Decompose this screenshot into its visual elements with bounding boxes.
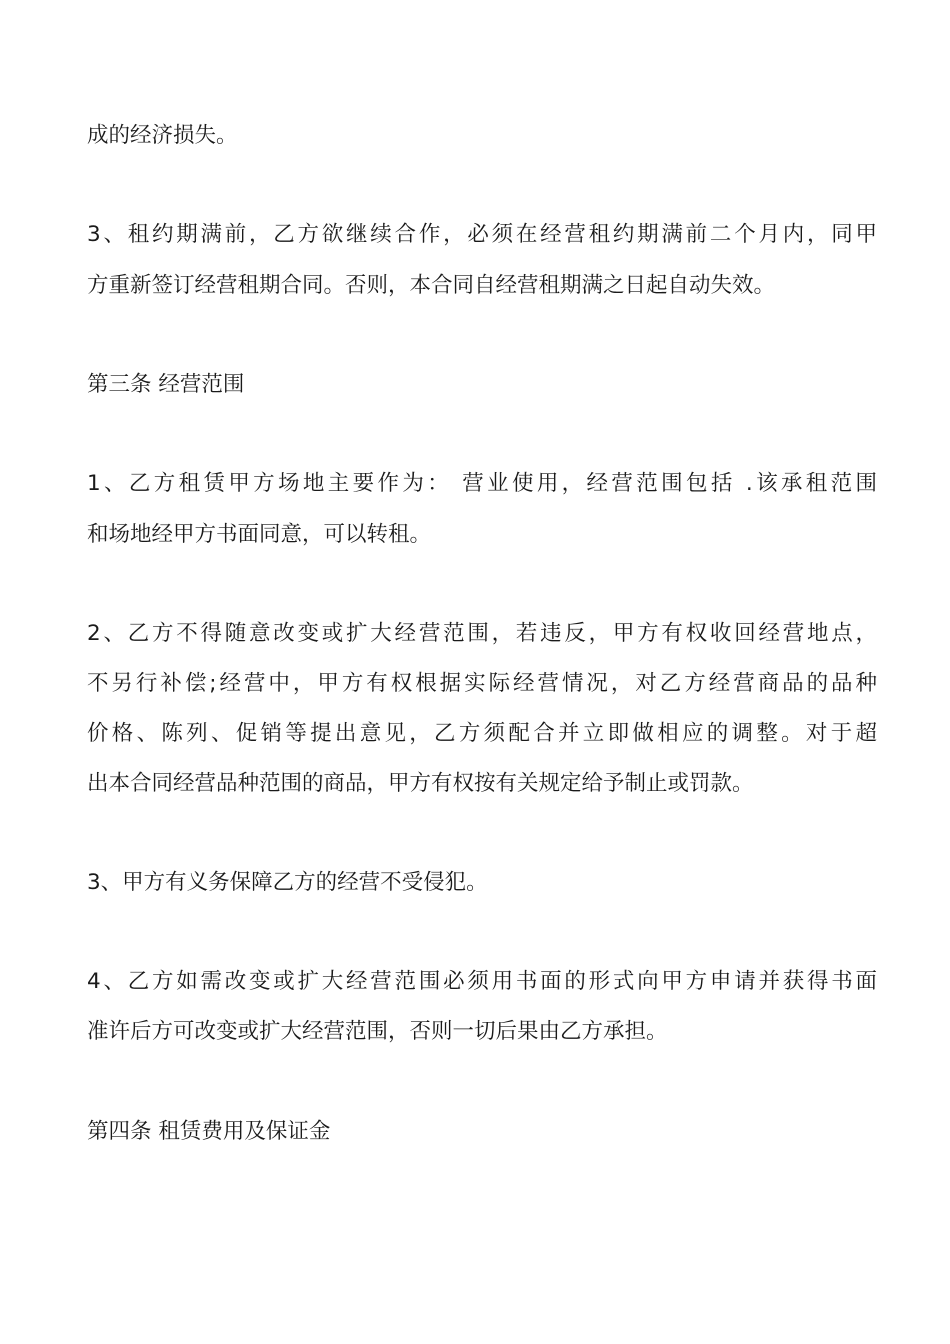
section-heading: 第四条 租赁费用及保证金 <box>87 1119 331 1144</box>
paragraph-line: 价格、陈列、促销等提出意见，乙方须配合并立即做相应的调整。对于超 <box>87 721 877 746</box>
paragraph-line: 方重新签订经营租期合同。否则，本合同自经营租期满之日起自动失效。 <box>87 273 776 298</box>
paragraph-line: 准许后方可改变或扩大经营范围，否则一切后果由乙方承担。 <box>87 1019 668 1044</box>
paragraph-line: 4、乙方如需改变或扩大经营范围必须用书面的形式向甲方申请并获得书面 <box>87 969 877 994</box>
paragraph-line: 3、甲方有义务保障乙方的经营不受侵犯。 <box>87 870 488 895</box>
paragraph-line: 1、乙方租赁甲方场地主要作为： 营业使用，经营范围包括 .该承租范围 <box>87 471 877 496</box>
paragraph-line: 不另行补偿;经营中，甲方有权根据实际经营情况，对乙方经营商品的品种 <box>87 671 877 696</box>
paragraph-line: 3、租约期满前，乙方欲继续合作，必须在经营租约期满前二个月内，同甲 <box>87 222 877 247</box>
paragraph-line: 和场地经甲方书面同意，可以转租。 <box>87 522 432 547</box>
paragraph-line: 2、乙方不得随意改变或扩大经营范围，若违反，甲方有权收回经营地点， <box>87 621 877 646</box>
paragraph-line: 出本合同经营品种范围的商品，甲方有权按有关规定给予制止或罚款。 <box>87 771 754 796</box>
paragraph-line: 成的经济损失。 <box>87 123 238 148</box>
section-heading: 第三条 经营范围 <box>87 372 245 397</box>
